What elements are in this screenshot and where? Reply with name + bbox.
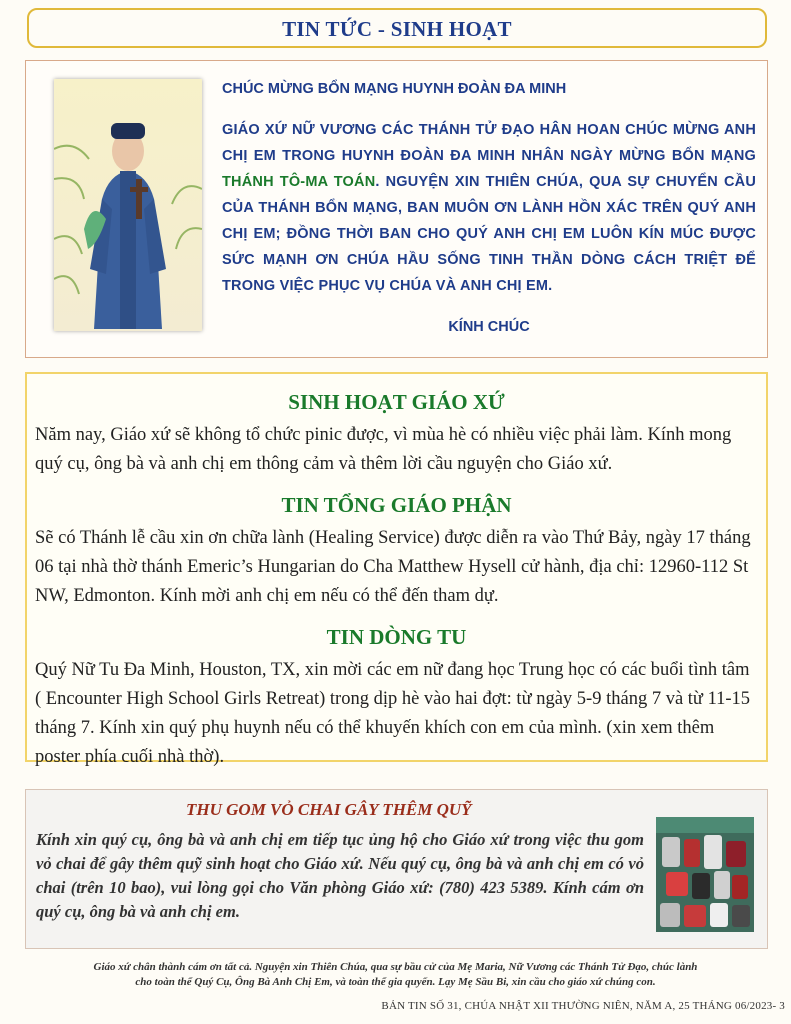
footer-blessing [20,960,771,990]
parish-news-body: Năm nay, Giáo xứ sẽ không tổ chức pinic được, vì mùa hè có nhiều việc phải làm. Kính mong quý cụ, ông bà và anh chị em thông cảm và thêm lời cầu nguyện cho Giáo xứ. [35,425,732,474]
feast-signoff: KÍNH CHÚC [448,319,530,335]
news-card [25,372,768,767]
saint-statue-image [54,79,202,331]
bottle-drive-body: Kính xin quý cụ, ông bà và anh chị em tiếp tục ủng hộ cho Giáo xứ trong việc thu gom vỏ chai để gây thêm quỹ sinh hoạt cho Giáo xứ. Nếu quý cụ, ông bà và anh chị em có vỏ chai (trên 10 bao), vui lòng gọi cho Văn phòng Giáo xứ: (780) 423 5389. Kính cám ơn quý cụ, ông bà và anh chị em. [36,830,644,921]
religious-news-body: Quý Nữ Tu Đa Minh, Houston, TX, xin mời các em nữ đang học Trung học có các buổi tình tâm ( Encounter High School Girls Retreat) trong dịp hè vào hai đợt: từ ngày 5-9 tháng 7 và từ 11-15 tháng 7. Kính xin quý phụ huynh nếu có thể khuyến khích con em của mình. (xin xem thêm poster phía cuối nhà thờ). [35,660,751,767]
saint-name: THÁNH TÔ-MA TOÁN [222,174,376,190]
feast-heading: CHÚC MỪNG BỔN MẠNG HUYNH ĐOÀN ĐA MINH [222,81,567,97]
issue-info: BẢN TIN SỐ 31, CHÚA NHẬT XII THƯỜNG NIÊN, NĂM A, 25 THÁNG 06/2023- 3 [381,1000,785,1012]
section-banner [27,8,767,48]
parish-news-heading: SINH HOẠT GIÁO XỨ [288,390,505,414]
religious-news-heading: TIN DÒNG TU [326,625,467,649]
bottle-drive-card [25,789,768,949]
feast-message-part1: GIÁO XỨ NỮ VƯƠNG CÁC THÁNH TỬ ĐẠO HÂN HOAN CHÚC MỪNG ANH CHỊ EM TRONG HUYNH ĐOÀN ĐA MINH NHÂN NGÀY MỪNG BỔN MẠNG [222,122,756,164]
bottle-drive-title: THU GOM VỎ CHAI GÂY THÊM QUỸ [186,800,472,819]
feast-message-part2: . NGUYỆN XIN THIÊN CHÚA, QUA SỰ CHUYỂN CẦU CỦA THÁNH BỔN MẠNG, BAN MUÔN ƠN LÀNH HỒN XÁC TRÊN QUÝ ANH CHỊ EM; ĐỒNG THỜI BAN CHO QUÝ ANH CHỊ EM LUÔN KÍN MÚC ĐƯỢC SỨC MẠNH ƠN CHÚA HẦU SỐNG TINH THẦN DÒNG CÁCH TRIỆT ĐỂ TRONG VIỆC PHỤC VỤ CHÚA VÀ ANH CHỊ EM. [222,174,756,294]
footer-line-1: Giáo xứ chân thành cám ơn tất cả. Nguyện xin Thiên Chúa, qua sự bầu cử của Mẹ Maria, Nữ Vương các Thánh Tử Đạo, chúc lành [93,961,698,973]
diocese-news-heading: TIN TỔNG GIÁO PHẬN [281,493,512,517]
bottle-bin-image [656,817,754,932]
feast-message [222,117,756,299]
feast-day-card [25,60,768,358]
footer-line-2: cho toàn thể Quý Cụ, Ông Bà Anh Chị Em, và toàn thể gia quyến. Lạy Mẹ Sầu Bi, xin cầu cho giáo xứ chúng con. [135,976,656,988]
section-title: TIN TỨC - SINH HOẠT [282,17,512,41]
diocese-news-body: Sẽ có Thánh lễ cầu xin ơn chữa lành (Healing Service) được diễn ra vào Thứ Bảy, ngày 17 tháng 06 tại nhà thờ thánh Emeric’s Hungarian do Cha Matthew Hysell cử hành, địa chỉ: 12960-112 St NW, Edmonton. Kính mời anh chị em nếu có thể đến tham dự. [35,528,751,606]
